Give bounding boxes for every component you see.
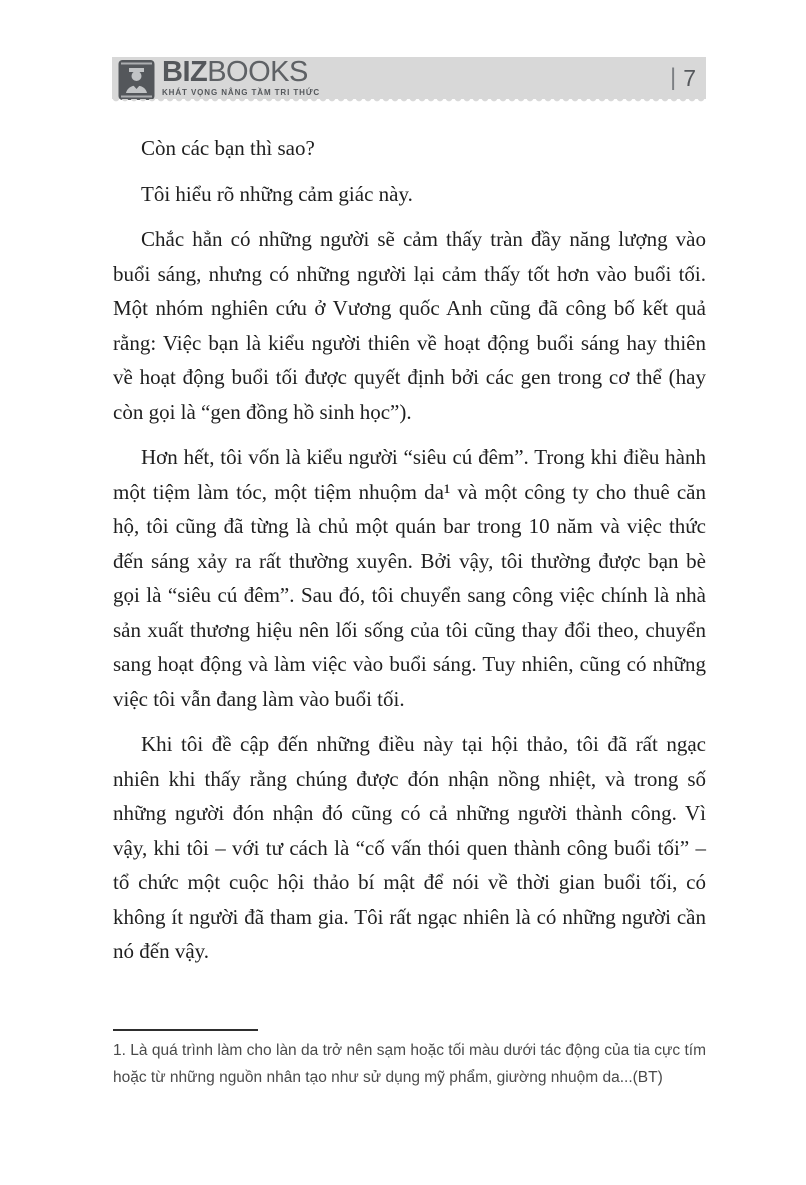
footnote-separator	[113, 1029, 258, 1031]
brand-name-books: BOOKS	[207, 55, 308, 88]
body-text	[113, 131, 706, 980]
footnote-text: 1. Là quá trình làm cho làn da trở nên sạm hoặc tối màu dưới tác động của tia cực tím hoặc từ những nguồn nhân tạo như sử dụng mỹ phẩm, giường nhuộm da...(BT)	[113, 1042, 706, 1086]
brand-tagline: KHÁT VỌNG NÂNG TẦM TRI THỨC	[162, 87, 321, 97]
brand-name	[162, 55, 320, 88]
page-number-block	[670, 57, 696, 99]
bizbooks-reader-icon	[118, 59, 155, 101]
footnote	[113, 1029, 706, 1091]
brand-name-biz: BIZ	[162, 55, 208, 88]
page-number-divider: |	[669, 64, 677, 91]
paragraph: Còn các bạn thì sao?	[141, 136, 315, 160]
bizbooks-logo	[112, 56, 320, 101]
page-number: 7	[683, 64, 696, 91]
paragraph: Khi tôi đề cập đến những điều này tại hội thảo, tôi đã rất ngạc nhiên khi thấy rằng chúng được đón nhận nồng nhiệt, và trong số những người đón nhận đó cũng có cả những người thành công. Vì vậy, khi tôi – với tư cách là “cố vấn thói quen thành công buổi tối” – tổ chức một cuộc hội thảo bí mật để nói về thời gian buổi tối, có không ít người đã tham gia. Tôi rất ngạc nhiên là có những người cần nó đến vậy.	[113, 732, 706, 963]
paragraph: Chắc hẳn có những người sẽ cảm thấy tràn đầy năng lượng vào buổi sáng, nhưng có những người lại cảm thấy tốt hơn vào buổi tối. Một nhóm nghiên cứu ở Vương quốc Anh cũng đã công bố kết quả rằng: Việc bạn là kiểu người thiên về hoạt động buổi sáng hay thiên về hoạt động buổi tối được quyết định bởi các gen trong cơ thể (hay còn gọi là “gen đồng hồ sinh học”).	[113, 227, 706, 424]
header-band	[112, 57, 706, 99]
paragraph: Tôi hiểu rõ những cảm giác này.	[141, 181, 413, 206]
brand-block	[162, 55, 321, 97]
paragraph: Hơn hết, tôi vốn là kiểu người “siêu cú đêm”. Trong khi điều hành một tiệm làm tóc, một tiệm nhuộm da¹ và một công ty cho thuê căn hộ, tôi cũng đã từng là chủ một quán bar trong 10 năm và việc thức đến sáng xảy ra rất thường xuyên. Bởi vậy, tôi thường được bạn bè gọi là “siêu cú đêm”. Sau đó, tôi chuyển sang công việc chính là nhà sản xuất thương hiệu nên lối sống của tôi cũng thay đổi theo, chuyển sang hoạt động và làm việc vào buổi sáng. Tuy nhiên, cũng có những việc tôi vẫn đang làm vào buổi tối.	[113, 445, 706, 711]
